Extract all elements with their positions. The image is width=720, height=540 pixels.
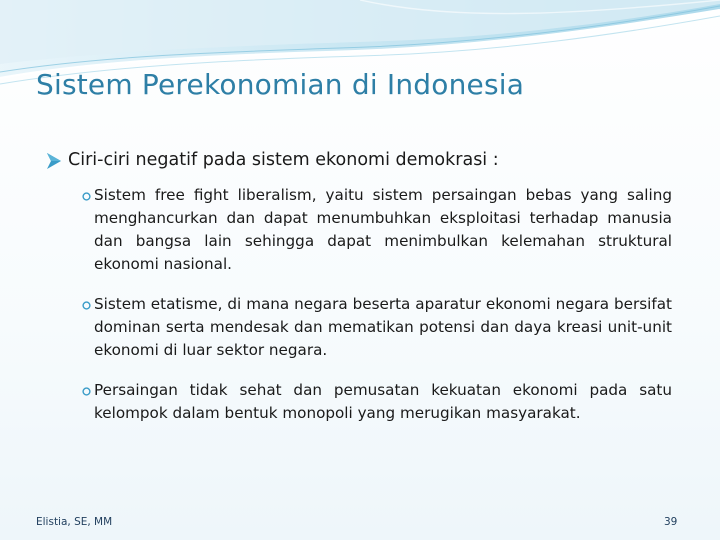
arrow-right-icon <box>46 152 62 170</box>
list-item-text: Sistem free fight liberalism, yaitu sistem persaingan bebas yang saling menghancurkan dan dapat menumbuhkan eksploitasi terhadap manusia dan bangsa lain sehingga dapat menimbulkan kelemahan struktural ekonomi nasional. <box>94 186 672 273</box>
list-item <box>94 379 672 425</box>
heading-bullet-row <box>46 150 676 170</box>
list-item-text: Persaingan tidak sehat dan pemusatan kekuatan ekonomi pada satu kelompok dalam bentuk monopoli yang merugikan masyarakat. <box>94 381 672 422</box>
slide-title: Sistem Perekonomian di Indonesia <box>36 68 525 101</box>
list-item <box>94 293 672 362</box>
circle-bullet-icon <box>82 387 91 396</box>
sub-bullet-list <box>94 184 672 425</box>
footer-author: Elistia, SE, MM <box>36 516 113 528</box>
list-item <box>94 184 672 276</box>
slide-content <box>46 150 676 442</box>
circle-bullet-icon <box>82 301 91 310</box>
circle-bullet-icon <box>82 192 91 201</box>
page-number: 39 <box>664 516 678 528</box>
list-item-text: Sistem etatisme, di mana negara beserta aparatur ekonomi negara bersifat dominan serta mendesak dan mematikan potensi dan daya kreasi unit-unit ekonomi di luar sektor negara. <box>94 295 672 359</box>
section-heading: Ciri-ciri negatif pada sistem ekonomi demokrasi : <box>68 150 499 170</box>
